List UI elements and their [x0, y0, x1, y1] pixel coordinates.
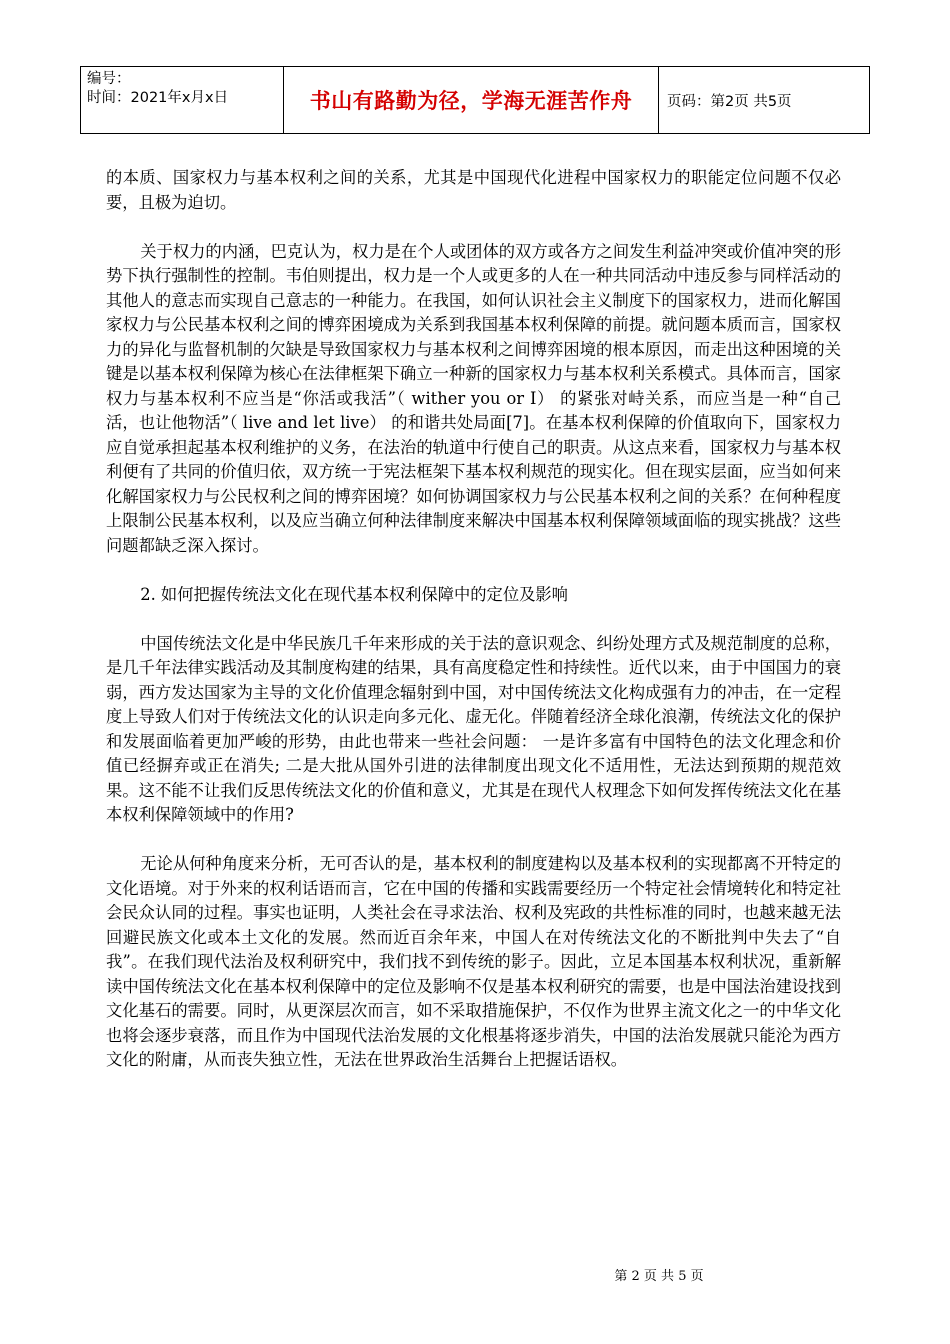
paragraph-cultural-context: 无论从何种角度来分析，无可否认的是，基本权利的制度建构以及基本权利的实现都离不开特定的文化语境。对于外来的权利话语而言，它在中国的传播和实践需要经历一个特定社会情境转化和特定社会民众认同的过程。事实也证明，人类社会在寻求法治、权利及宪政的共性标准的同时，也越来越无法回避民族文化或本土文化的发展。然而近百余年来，中国人在对传统法文化的不断批判中失去了“自我”。在我们现代法治及权利研究中，我们找不到传统的影子。因此，立足本国基本权利状况，重新解读中国传统法文化在基本权利保障中的定位及影响不仅是基本权利研究的需要，也是中国法治建设找到文化基石的需要。同时，从更深层次而言，如不采取措施保护，不仅作为世界主流文化之一的中华文化也将会逐步衰落，而且作为中国现代法治发展的文化根基将逐步消失，中国的法治发展就只能沦为西方文化的附庸，从而丧失独立性，无法在世界政治生活舞台上把握话语权。: [106, 854, 841, 1069]
document-body: [106, 166, 841, 1097]
section-heading: 2. 如何把握传统法文化在现代基本权利保障中的定位及影响: [140, 584, 568, 604]
header-meta-cell: [81, 67, 284, 134]
paragraph-continuation: 的本质、国家权力与基本权利之间的关系，尤其是中国现代化进程中国家权力的职能定位问题不仅必要，且极为迫切。: [106, 168, 841, 212]
footer-page-number: 第 2 页 共 5 页: [614, 1269, 704, 1284]
paragraph-power-definition: 关于权力的内涵，巴克认为，权力是在个人或团体的双方或各方之间发生利益冲突或价值冲突的形势下执行强制性的控制。韦伯则提出，权力是一个人或更多的人在一种共同活动中违反参与同样活动的其他人的意志而实现自己意志的一种能力。在我国，如何认识社会主义制度下的国家权力，进而化解国家权力与公民基本权利之间的博弈困境成为关系到我国基本权利保障的前提。就问题本质而言，国家权力的异化与监督机制的欠缺是导致国家权力与基本权利之间博弈困境的根本原因，而走出这种困境的关键是以基本权利保障为核心在法律框架下确立一种新的国家权力与基本权利关系模式。具体而言，国家权力与基本权利不应当是“你活或我活”（ wither you or I） 的紧张对峙关系，而应当是一种“自己活，也让他物活”（ live and let live） 的和谐共处局面[7]。在基本权利保障的价值取向下，国家权力应自觉承担起基本权利维护的义务，在法治的轨道中行使自己的职责。从这点来看，国家权力与基本权利便有了共同的价值归依，双方统一于宪法框架下基本权利规范的现实化。但在现实层面，应当如何来化解国家权力与公民权利之间的博弈困境？如何协调国家权力与公民基本权利之间的关系？在何种程度上限制公民基本权利，以及应当确立何种法律制度来解决中国基本权利保障领域面临的现实挑战？这些问题都缺乏深入探讨。: [106, 241, 841, 555]
header-row: [81, 67, 870, 134]
paragraph-traditional-legal-culture: 中国传统法文化是中华民族几千年来形成的关于法的意识观念、纠纷处理方式及规范制度的总称，是几千年法律实践活动及其制度构建的结果，具有高度稳定性和持续性。近代以来，由于中国国力的衰弱，西方发达国家为主导的文化价值理念辐射到中国，对中国传统法文化构成强有力的冲击，在一定程度上导致人们对于传统法文化的认识走向多元化、虚无化。伴随着经济全球化浪潮，传统法文化的保护和发展面临着更加严峻的形势，由此也带来一些社会问题： 一是许多富有中国特色的法文化理念和价值已经摒弃或正在消失; 二是大批从国外引进的法律制度出现文化不适用性，无法达到预期的规范效果。这不能不让我们反思传统法文化的价值和意义，尤其是在现代人权理念下如何发挥传统法文化在基本权利保障领域中的作用?: [106, 633, 841, 824]
page-footer: [0, 1265, 950, 1284]
document-time-label: 时间：2021年x月x日: [87, 90, 229, 106]
document-number-label: 编号：: [87, 71, 131, 87]
header-table: [80, 66, 870, 134]
header-motto: 书山有路勤为径，学海无涯苦作舟: [284, 67, 659, 134]
header-page-info: 页码：第2页 共5页: [659, 67, 870, 134]
